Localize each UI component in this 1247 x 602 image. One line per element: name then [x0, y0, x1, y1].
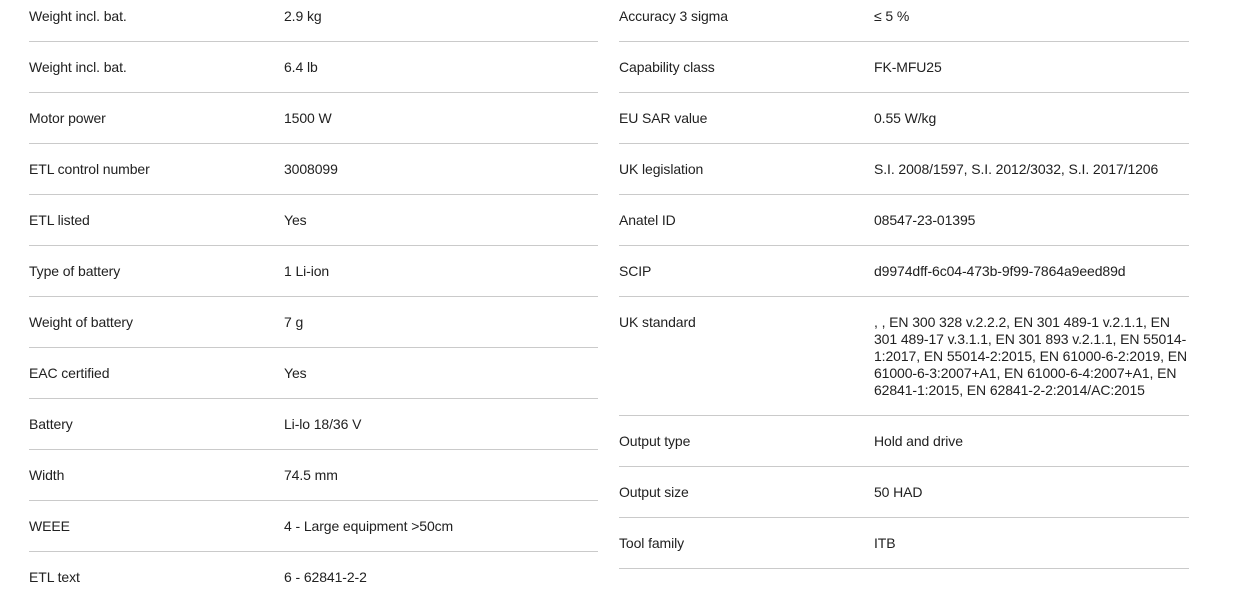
spec-row-value: 50 HAD: [874, 484, 923, 500]
spec-row-value: 2.9 kg: [284, 8, 322, 24]
spec-row: [29, 552, 598, 602]
spec-row-value: Yes: [284, 212, 307, 228]
spec-row-value: d9974dff-6c04-473b-9f99-7864a9eed89d: [874, 263, 1126, 279]
spec-row: [619, 93, 1189, 144]
spec-row-label: WEEE: [29, 518, 70, 534]
spec-row: [619, 467, 1189, 518]
spec-row-label: EAC certified: [29, 365, 110, 381]
spec-row-label: Anatel ID: [619, 212, 676, 228]
spec-row-label: SCIP: [619, 263, 652, 279]
spec-row-label: Accuracy 3 sigma: [619, 8, 728, 24]
spec-row-value: 6 - 62841-2-2: [284, 569, 367, 585]
spec-row-value: 6.4 lb: [284, 59, 318, 75]
spec-row-label: Battery: [29, 416, 73, 432]
spec-row-value: S.I. 2008/1597, S.I. 2012/3032, S.I. 2017/1206: [874, 161, 1159, 177]
spec-row-value: Yes: [284, 365, 307, 381]
spec-row-value: FK-MFU25: [874, 59, 942, 75]
spec-row-label: Weight incl. bat.: [29, 59, 127, 75]
spec-row-value: 0.55 W/kg: [874, 110, 937, 126]
spec-row: [619, 518, 1189, 569]
spec-row: [29, 501, 598, 552]
spec-row-label: ETL control number: [29, 161, 150, 177]
spec-row: [619, 297, 1189, 416]
spec-row-label: Weight incl. bat.: [29, 8, 127, 24]
spec-row-label: Motor power: [29, 110, 106, 126]
spec-row-label: EU SAR value: [619, 110, 708, 126]
spec-row-label: ETL listed: [29, 212, 90, 228]
spec-row-value: Li-lo 18/36 V: [284, 416, 362, 432]
spec-row-label: Width: [29, 467, 65, 483]
spec-row-value: , , EN 300 328 v.2.2.2, EN 301 489-1 v.2.1.1, EN 301 489-17 v.3.1.1, EN 301 893 v.2.1.1, EN 55014-1:2017, EN 55014-2:2015, EN 61000-6-2:2019, EN 61000-6-3:2007+A1, EN 61000-6-4:2007+A1, EN 62841-1:2015, EN 62841-2-2:2014/AC:2015: [874, 314, 1187, 398]
spec-row-label: Type of battery: [29, 263, 121, 279]
spec-row: [29, 93, 598, 144]
spec-row: [29, 42, 598, 93]
spec-row-label: UK legislation: [619, 161, 704, 177]
spec-row: [29, 297, 598, 348]
spec-row-label: Weight of battery: [29, 314, 133, 330]
spec-row: [29, 399, 598, 450]
spec-row: [29, 144, 598, 195]
spec-row-value: ≤ 5 %: [874, 8, 910, 24]
spec-row: [619, 246, 1189, 297]
spec-row: [619, 144, 1189, 195]
spec-row-value: 08547-23-01395: [874, 212, 976, 228]
spec-row-value: 3008099: [284, 161, 338, 177]
spec-row-label: Capability class: [619, 59, 715, 75]
spec-row: [619, 416, 1189, 467]
spec-row-value: 1500 W: [284, 110, 332, 126]
spec-row: [29, 246, 598, 297]
spec-row-label: Tool family: [619, 535, 685, 551]
spec-row-value: 7 g: [284, 314, 304, 330]
spec-row-value: 4 - Large equipment >50cm: [284, 518, 454, 534]
spec-row: [29, 195, 598, 246]
spec-row-value: 1 Li-ion: [284, 263, 330, 279]
spec-column-right: [619, 0, 1189, 602]
spec-row: [29, 450, 598, 501]
spec-row-label: UK standard: [619, 314, 696, 330]
spec-row: [29, 0, 598, 42]
spec-row-label: ETL text: [29, 569, 80, 585]
spec-row: [29, 348, 598, 399]
spec-row-value: ITB: [874, 535, 896, 551]
spec-row-value: 74.5 mm: [284, 467, 338, 483]
spec-row: [619, 195, 1189, 246]
spec-row: [619, 0, 1189, 42]
spec-row-value: Hold and drive: [874, 433, 963, 449]
spec-row: [619, 42, 1189, 93]
spec-row-label: Output type: [619, 433, 691, 449]
spec-column-left: [29, 0, 598, 602]
spec-row-label: Output size: [619, 484, 689, 500]
